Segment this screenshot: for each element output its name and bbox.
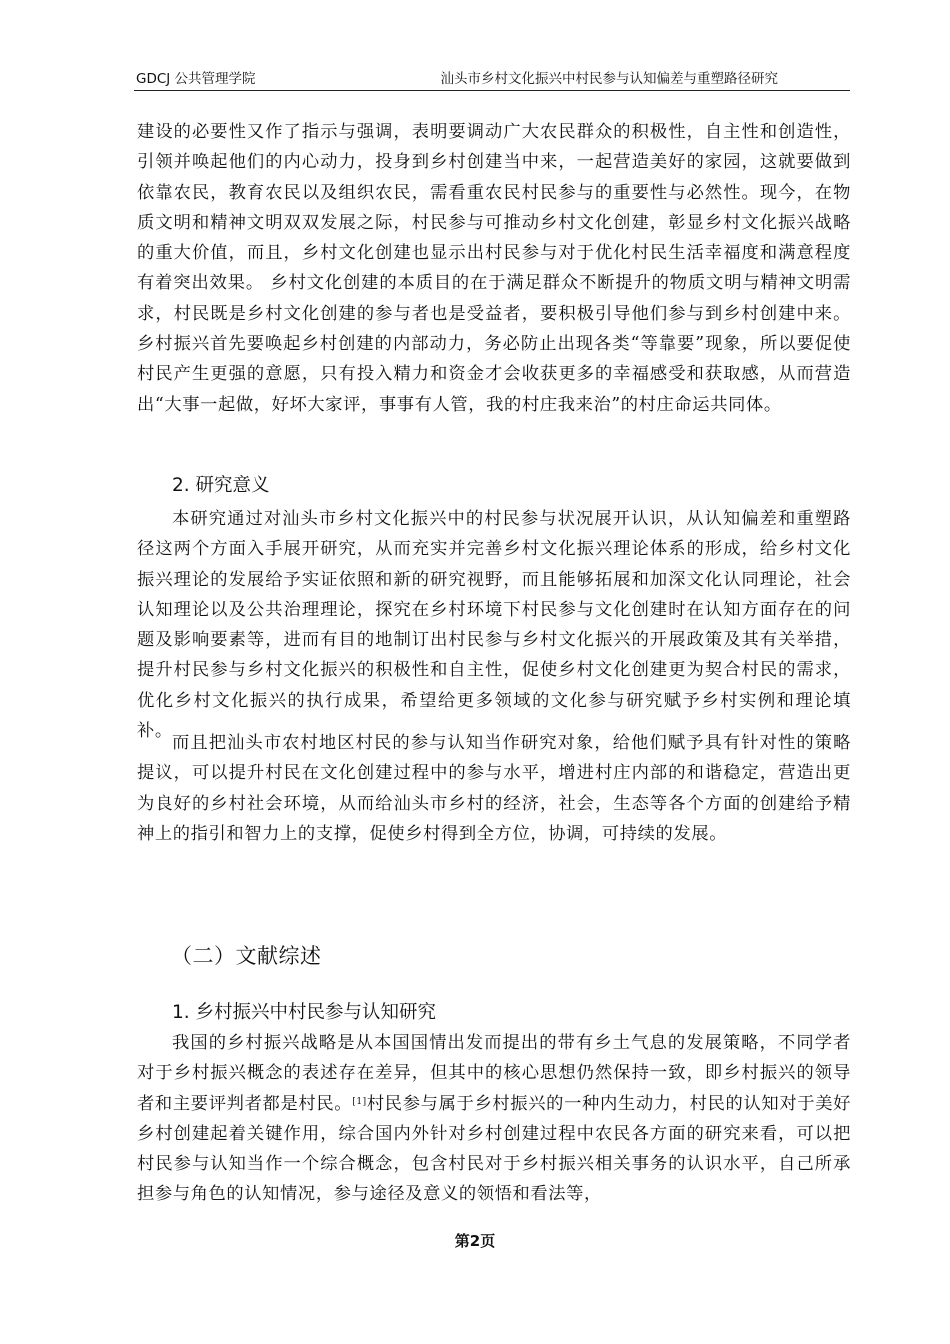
paragraph-literature-1 xyxy=(137,1028,851,1210)
paragraph-literature-1-part-a: 我国的乡村振兴战略是从本国国情出发而提出的带有乡土气息的发展策略，不同学者对于乡村振兴概念的表述存在差异，但其中的核心思想仍然保持一致，即乡村振兴的领导者和主要评判者都是村民。 xyxy=(137,1033,851,1114)
citation-ref-1[interactable]: [1] xyxy=(352,1096,367,1107)
paragraph-literature-1-part-b: 村民参与属于乡村振兴的一种内生动力，村民的认知对于美好乡村创建起着关键作用，综合国内外针对乡村创建过程中农民各方面的研究来看，可以把村民参与认知当作一个综合概念，包含村民对于乡村振兴相关事务的认识水平，自己所承担参与角色的认知情况，参与途径及意义的领悟和看法等， xyxy=(137,1093,852,1205)
heading-villager-participation-cognition: 1. 乡村振兴中村民参与认知研究 xyxy=(172,1002,437,1023)
paragraph-research-significance-2: 而且把汕头市农村地区村民的参与认知当作研究对象，给他们赋予具有针对性的策略提议，可以提升村民在文化创建过程中的参与水平，增进村庄内部的和谐稳定，营造出更为良好的乡村社会环境，从而给汕头市乡村的经济，社会，生态等各个方面的创建给予精神上的指引和智力上的支撑，促使乡村得到全方位，协调，可持续的发展。 xyxy=(137,733,851,844)
header-paper-title: 汕头市乡村文化振兴中村民参与认知偏差与重塑路径研究 xyxy=(440,71,778,87)
header-institution: GDCJ 公共管理学院 xyxy=(136,71,256,87)
page-header xyxy=(134,64,850,91)
paragraph-continuation: 建设的必要性又作了指示与强调，表明要调动广大农民群众的积极性，自主性和创造性，引领并唤起他们的内心动力，投身到乡村创建当中来，一起营造美好的家园，这就要做到依靠农民，教育农民以及组织农民，需看重农民村民参与的重要性与必然性。现今，在物质文明和精神文明双双发展之际，村民参与可推动乡村文化创建，彰显乡村文化振兴战略的重大价值，而且，乡村文化创建也显示出村民参与对于优化村民生活幸福度和满意程度有着突出效果。 乡村文化创建的本质目的在于满足群众不断提升的物质文明与精神文明需求，村民既是乡村文化创建的参与者也是受益者，要积极引导他们参与到乡村创建中来。乡村振兴首先要唤起乡村创建的内部动力，务必防止出现各类“等靠要”现象，所以要促使村民产生更强的意愿，只有投入精力和资金才会收获更多的幸福感受和获取感，从而营造出“大事一起做，好坏大家评，事事有人管，我的村庄我来治”的村庄命运共同体。 xyxy=(137,122,851,415)
heading-research-significance: 2. 研究意义 xyxy=(172,475,270,496)
heading-literature-review: （二）文献综述 xyxy=(171,944,322,968)
paragraph-research-significance-1: 本研究通过对汕头市乡村文化振兴中的村民参与状况展开认识，从认知偏差和重塑路径这两个方面入手展开研究，从而充实并完善乡村文化振兴理论体系的形成，给乡村文化振兴理论的发展给予实证依照和新的研究视野，而且能够拓展和加深文化认同理论，社会认知理论以及公共治理理论，探究在乡村环境下村民参与文化创建时在认知方面存在的问题及影响要素等，进而有目的地制订出村民参与乡村文化振兴的开展政策及其有关举措，提升村民参与乡村文化振兴的积极性和自主性，促使乡村文化创建更为契合村民的需求，优化乡村文化振兴的执行成果，希望给更多领域的文化参与研究赋予乡村实例和理论填补。 xyxy=(137,509,851,742)
page-number: 第2页 xyxy=(454,1232,496,1250)
